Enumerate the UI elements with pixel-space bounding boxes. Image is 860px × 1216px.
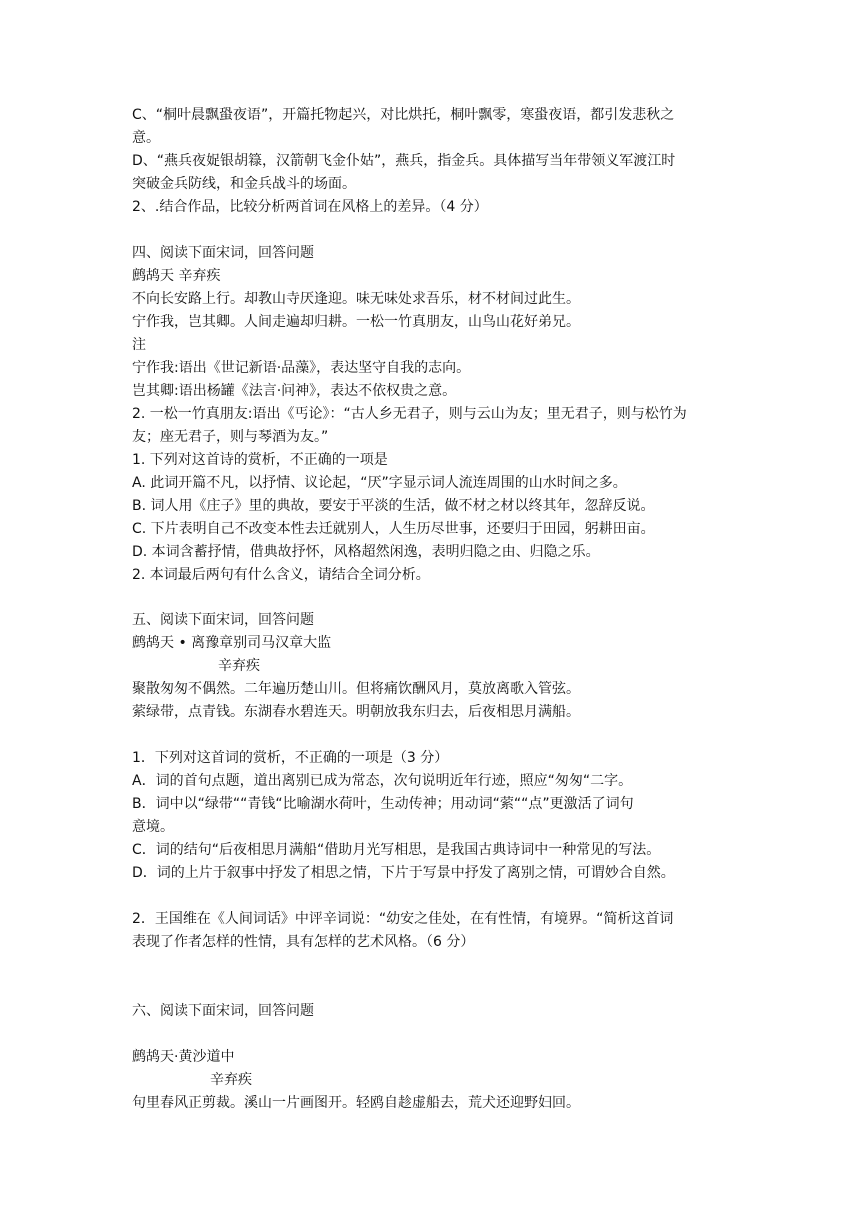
poem-line: 宁作我，岂其卿。人间走遍却归耕。一松一竹真朋友，山鸟山花好弟兄。 xyxy=(132,314,580,330)
poem-title: 鹧鸪天·黄沙道中 xyxy=(132,1049,235,1065)
text-line: C、“桐叶晨飘蛩夜语”，开篇托物起兴，对比烘托，桐叶飘零，寒蛩夜语，都引发悲秋之 xyxy=(132,107,675,123)
option: C．词的结句“后夜相思月满船“借助月光写相思，是我国古典诗词中一种常见的写法。 xyxy=(132,842,661,858)
question: 表现了作者怎样的性情，具有怎样的艺术风格。（6 分） xyxy=(132,934,475,950)
text-line: 2、.结合作品，比较分析两首词在风格上的差异。（4 分） xyxy=(132,199,488,215)
question: 2．王国维在《人间词话》中评辛词说：“幼安之佳处，在有性情，有境界。“简析这首词 xyxy=(132,911,674,927)
poem-author: 辛弃疾 xyxy=(210,1072,252,1088)
poem-line: 不向长安路上行。却教山寺厌逢迎。味无味处求吾乐，材不材间过此生。 xyxy=(132,291,580,307)
text-line: D、“燕兵夜娖银胡簶，汉箭朝飞金仆姑”，燕兵，指金兵。具体描写当年带领义军渡江时 xyxy=(132,153,676,169)
poem-author: 辛弃疾 xyxy=(218,658,260,674)
option: A. 此词开篇不凡，以抒情、议论起，“厌”字显示词人流连周围的山水时间之多。 xyxy=(132,475,627,491)
poem-line: 句里春风正剪裁。溪山一片画图开。轻鸥自趁虚船去，荒犬还迎野妇回。 xyxy=(132,1095,580,1111)
poem-title: 鹧鸪天 • 离豫章别司马汉章大监 xyxy=(132,635,332,651)
note-line: 友；座无君子，则与琴酒为友。” xyxy=(132,429,329,445)
section-heading: 四、阅读下面宋词，回答问题 xyxy=(132,245,314,261)
option: D．词的上片于叙事中抒发了相思之情，下片于写景中抒发了离别之情，可谓妙合自然。 xyxy=(132,865,675,881)
question: 1．下列对这首词的赏析，不正确的一项是（3 分） xyxy=(132,750,449,766)
section-heading: 六、阅读下面宋词，回答问题 xyxy=(132,1003,314,1019)
note-line: 2. 一松一竹真朋友:语出《丐论》：“古人乡无君子，则与云山为友；里无君子，则与松竹为 xyxy=(132,406,687,422)
poem-line: 萦绿带，点青钱。东湖春水碧连天。明朝放我东归去，后夜相思月满船。 xyxy=(132,704,580,720)
option: C. 下片表明自己不改变本性去迁就别人，人生历尽世事，还要归于田园，躬耕田亩。 xyxy=(132,521,655,537)
poem-title: 鹧鸪天 辛弃疾 xyxy=(132,268,221,284)
notes-heading: 注 xyxy=(132,337,146,353)
note-line: 宁作我:语出《世记新语·品藻》，表达坚守自我的志向。 xyxy=(132,360,471,376)
option: 意境。 xyxy=(132,819,174,835)
option: B. 词人用《庄子》里的典故，要安于平淡的生活，做不材之材以终其年，忽辞反说。 xyxy=(132,498,655,514)
option: B．词中以“绿带““青钱“比喻湖水荷叶，生动传神；用动词“萦““点”更激活了词句 xyxy=(132,796,634,812)
poem-line: 聚散匆匆不偶然。二年遍历楚山川。但将痛饮酬风月，莫放离歌入管弦。 xyxy=(132,681,580,697)
note-line: 岂其卿:语出杨罐《法言·问神》，表达不依权贵之意。 xyxy=(132,383,457,399)
option: A．词的首句点题，道出离别已成为常态，次句说明近年行迹，照应“匆匆“二字。 xyxy=(132,773,633,789)
question: 2. 本词最后两句有什么含义，请结合全词分析。 xyxy=(132,567,430,583)
option: D. 本词含蓄抒情，借典故抒怀，风格超然闲逸，表明归隐之由、归隐之乐。 xyxy=(132,544,600,560)
text-line: 突破金兵防线，和金兵战斗的场面。 xyxy=(132,176,356,192)
question: 1. 下列对这首诗的赏析，不正确的一项是 xyxy=(132,452,388,468)
text-line: 意。 xyxy=(132,130,160,146)
section-heading: 五、阅读下面宋词，回答问题 xyxy=(132,612,314,628)
